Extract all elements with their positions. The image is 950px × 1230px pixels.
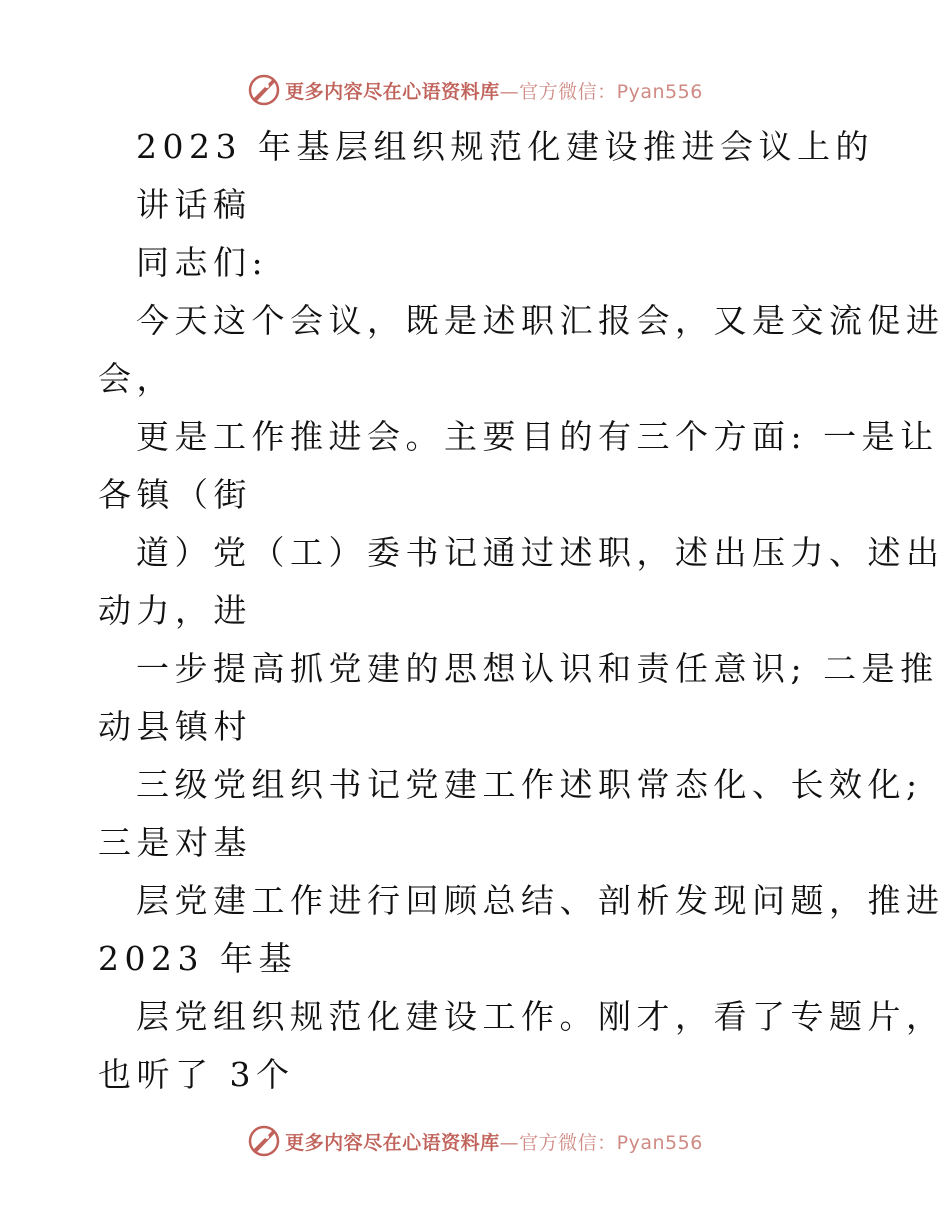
document-body — [98, 118, 945, 1104]
paragraph-line: 道）党（工）委书记通过述职，述出压力、述出 — [136, 533, 945, 572]
paragraph-line: 层党组织规范化建设工作。刚才，看了专题片， — [136, 997, 945, 1036]
paragraph-line-wrap: 会， — [98, 359, 175, 398]
paragraph-line-wrap: 三是对基 — [98, 823, 252, 862]
paragraph-line: 一步提高抓党建的思想认识和责任意识; 二是推 — [136, 649, 939, 688]
document-title-line-1: 2023 年基层组织规范化建设推进会议上的 — [136, 127, 874, 166]
watermark-wechat-text: —官方微信：Pyan556 — [499, 80, 703, 103]
paragraph-line-wrap: 也听了 3个 — [98, 1055, 295, 1094]
paragraph-line: 三级党组织书记党建工作述职常态化、长效化; — [136, 765, 923, 804]
paragraph-line-wrap: 各镇（街 — [98, 475, 252, 514]
paragraph-line-wrap: 动力，进 — [98, 591, 252, 630]
paragraph-line-wrap: 动县镇村 — [98, 707, 252, 746]
watermark-brand-text: 更多内容尽在心语资料库 — [285, 1131, 500, 1154]
paragraph-line-wrap: 2023 年基 — [98, 939, 297, 978]
header-watermark — [0, 70, 950, 110]
watermark-brand-text: 更多内容尽在心语资料库 — [285, 80, 500, 103]
document-title-line-2: 讲话稿 — [136, 185, 252, 224]
paragraph-line: 层党建工作进行回顾总结、剖析发现问题，推进 — [136, 881, 945, 920]
pen-nib-circle-icon — [247, 1124, 281, 1158]
paragraph-line: 更是工作推进会。主要目的有三个方面: 一是让 — [136, 417, 939, 456]
footer-watermark — [0, 1121, 950, 1161]
watermark-wechat-text: —官方微信：Pyan556 — [499, 1131, 703, 1154]
paragraph-line: 今天这个会议，既是述职汇报会，又是交流促进 — [136, 301, 945, 340]
pen-nib-circle-icon — [247, 73, 281, 107]
salutation: 同志们: — [136, 243, 269, 282]
